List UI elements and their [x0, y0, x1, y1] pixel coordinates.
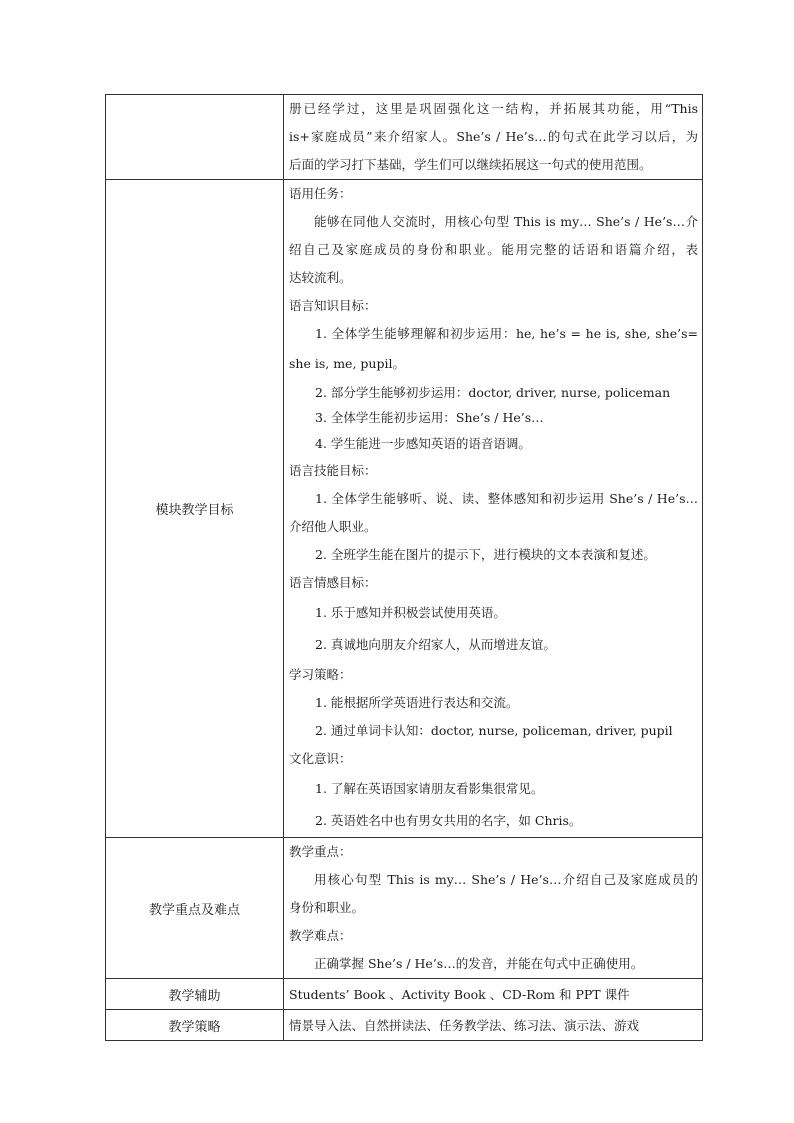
list-item: 2. 部分学生能够初步运用：doctor, driver, nurse, policeman [315, 385, 671, 400]
list-item: 4. 学生能进一步感知英语的语音语调。 [315, 436, 531, 451]
knowledge-heading: 语言知识目标： [289, 298, 377, 313]
list-item: 1. 乐于感知并积极尝试使用英语。 [315, 605, 506, 620]
objectives-content [284, 180, 703, 838]
text-line: 正确掌握 She’s / He’s…的发音，并能在句式中正确使用。 [314, 956, 644, 971]
lesson-plan-table [105, 94, 703, 1041]
list-item: she is, me, pupil。 [289, 356, 405, 371]
text-line: 用核心句型 This is my… She’s / He’s…介绍自己及家庭成员的 [314, 872, 698, 887]
list-item: 2. 全班学生能在图片的提示下，进行模块的文本表演和复述。 [315, 547, 656, 562]
continuation-content [284, 95, 703, 180]
text-line: 后面的学习打下基础，学生们可以继续拓展这一句式的使用范围。 [289, 157, 652, 172]
continuation-row [106, 95, 703, 180]
text-line: 能够在同他人交流时，用核心句型 This is my… She’s / He’s…介 [314, 214, 698, 229]
focus-heading: 教学重点： [289, 844, 352, 859]
list-item: 1. 全体学生能够听、说、读、整体感知和初步运用 She’s / He’s… [315, 491, 698, 506]
skill-heading: 语言技能目标： [289, 463, 377, 478]
aids-row [106, 979, 703, 1010]
text-line: is+家庭成员”来介绍家人。She’s / He’s…的句式在此学习以后，为 [289, 129, 698, 144]
key-points-label: 教学重点及难点 [106, 838, 284, 979]
strategies-content: 情景导入法、自然拼读法、任务教学法、练习法、演示法、游戏 [284, 1010, 703, 1041]
aids-label: 教学辅助 [106, 979, 284, 1010]
text-line: 册已经学过，这里是巩固强化这一结构，并拓展其功能，用“This [289, 101, 698, 116]
list-item: 1. 了解在英语国家请朋友看影集很常见。 [315, 781, 544, 796]
list-item: 2. 英语姓名中也有男女共用的名字，如 Chris。 [315, 813, 582, 828]
text-line: 身份和职业。 [289, 900, 365, 915]
list-item: 2. 真诚地向朋友介绍家人，从而增进友谊。 [315, 637, 556, 652]
task-heading: 语用任务： [289, 186, 352, 201]
emotion-heading: 语言情感目标： [289, 575, 377, 590]
strategies-row [106, 1010, 703, 1041]
list-item: 介绍他人职业。 [289, 519, 377, 534]
list-item: 3. 全体学生能初步运用：She’s / He’s… [315, 410, 544, 425]
list-item: 2. 通过单词卡认知：doctor, nurse, policeman, driver, pupil [315, 723, 673, 738]
strategy-heading: 学习策略： [289, 667, 352, 682]
objectives-row [106, 180, 703, 838]
strategies-label: 教学策略 [106, 1010, 284, 1041]
text-line: 绍自己及家庭成员的身份和职业。能用完整的话语和语篇介绍，表 [289, 242, 698, 257]
key-points-content [284, 838, 703, 979]
continuation-label [106, 95, 284, 180]
key-points-row [106, 838, 703, 979]
text-line: 达较流利。 [289, 270, 352, 285]
list-item: 1. 能根据所学英语进行表达和交流。 [315, 695, 519, 710]
list-item: 1. 全体学生能够理解和初步运用：he, he’s = he is, she, she’s= [315, 326, 698, 341]
culture-heading: 文化意识： [289, 751, 352, 766]
difficulty-heading: 教学难点： [289, 928, 352, 943]
aids-content: Students’ Book 、Activity Book 、CD-Rom 和 PPT 课件 [284, 979, 703, 1010]
objectives-label: 模块教学目标 [106, 180, 284, 838]
